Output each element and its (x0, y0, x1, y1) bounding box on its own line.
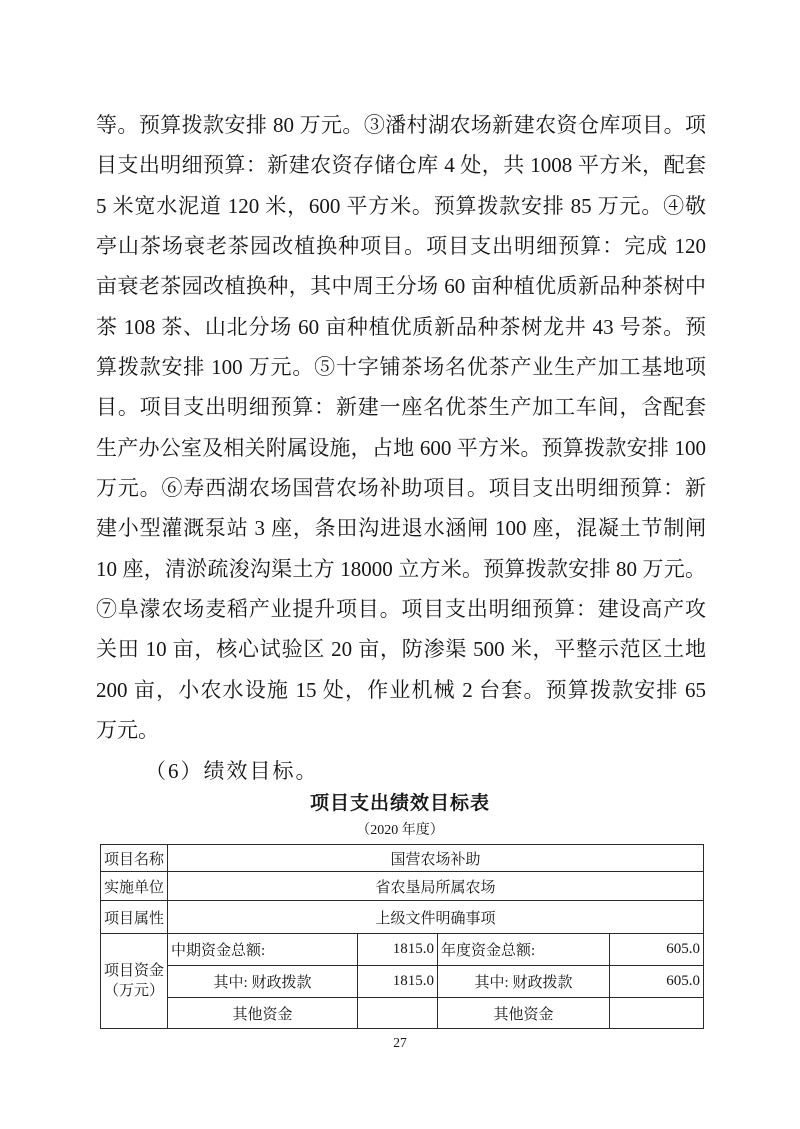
project-attribute-value: 上级文件明确事项 (168, 901, 704, 934)
table-title: 项目支出绩效目标表 (309, 793, 490, 814)
row-label-project-attribute: 项目属性 (101, 901, 168, 934)
text-line: 生产办公室及相关附属设施，占地 600 平方米。预算拨款安排 100 (96, 435, 706, 460)
project-name-value: 国营农场补助 (168, 845, 704, 872)
table-row (101, 872, 704, 901)
annual-other-funds-label: 其他资金 (438, 998, 610, 1029)
performance-target-table (100, 844, 704, 1029)
table-row (101, 966, 704, 998)
annual-total-value: 605.0 (610, 934, 704, 966)
row-label-project-funds (101, 934, 168, 1029)
table-row (101, 901, 704, 934)
annual-other-funds-value (610, 998, 704, 1029)
table-row (101, 934, 704, 966)
text-line: 10 座，清淤疏浚沟渠土方 18000 立方米。预算拨款安排 80 万元。 (96, 556, 706, 581)
midterm-total-label: 中期资金总额: (168, 934, 358, 966)
page-number: 27 (393, 1035, 407, 1050)
annual-fiscal-label: 其中: 财政拨款 (438, 966, 610, 998)
text-line: 万元。⑥寿西湖农场国营农场补助项目。项目支出明细预算：新 (96, 476, 706, 501)
text-line: 建小型灌溉泵站 3 座，条田沟进退水涵闸 100 座，混凝土节制闸 (96, 516, 706, 541)
text-line: 茶 108 茶、山北分场 60 亩种植优质新品种茶树龙井 43 号茶。预 (96, 314, 706, 339)
text-line: 5 米宽水泥道 120 米，600 平方米。预算拨款安排 85 万元。④敬 (96, 193, 706, 218)
text-line: 关田 10 亩，核心试验区 20 亩，防渗渠 500 米，平整示范区土地 (96, 637, 706, 662)
section-heading: （6）绩效目标。 (145, 758, 319, 783)
text-line: 万元。 (96, 718, 159, 743)
funds-label-line2: （万元） (104, 983, 165, 999)
text-line: 目支出明细预算：新建农资存储仓库 4 处，共 1008 平方米，配套 (96, 153, 706, 178)
funds-label-line1: 项目资金 (104, 963, 165, 979)
implementing-unit-value: 省农垦局所属农场 (168, 872, 704, 901)
text-line: 算拨款安排 100 万元。⑤十字铺茶场名优茶产业生产加工基地项 (96, 355, 706, 380)
row-label-implementing-unit: 实施单位 (101, 872, 168, 901)
annual-fiscal-value: 605.0 (610, 966, 704, 998)
midterm-fiscal-value: 1815.0 (358, 966, 438, 998)
row-label-project-name: 项目名称 (101, 845, 168, 872)
table-subtitle: （2020 年度） (356, 823, 444, 838)
text-line: 200 亩，小农水设施 15 处，作业机械 2 台套。预算拨款安排 65 (96, 677, 706, 702)
text-line: 亭山茶场衰老茶园改植换种项目。项目支出明细预算：完成 120 (96, 234, 706, 259)
text-line: 目。项目支出明细预算：新建一座名优茶生产加工车间，含配套 (96, 395, 706, 420)
annual-total-label: 年度资金总额: (438, 934, 610, 966)
midterm-total-value: 1815.0 (358, 934, 438, 966)
table-row (101, 998, 704, 1029)
body-paragraph (96, 105, 706, 791)
midterm-other-funds-label: 其他资金 (168, 998, 358, 1029)
text-line: 亩衰老茶园改植换种，其中周王分场 60 亩种植优质新品种茶树中 (96, 274, 706, 299)
table-row (101, 845, 704, 872)
text-line: ⑦阜濛农场麦稻产业提升项目。项目支出明细预算：建设高产攻 (96, 597, 706, 622)
midterm-fiscal-label: 其中: 财政拨款 (168, 966, 358, 998)
text-line: 等。预算拨款安排 80 万元。③潘村湖农场新建农资仓库项目。项 (96, 113, 706, 137)
midterm-other-funds-value (358, 998, 438, 1029)
